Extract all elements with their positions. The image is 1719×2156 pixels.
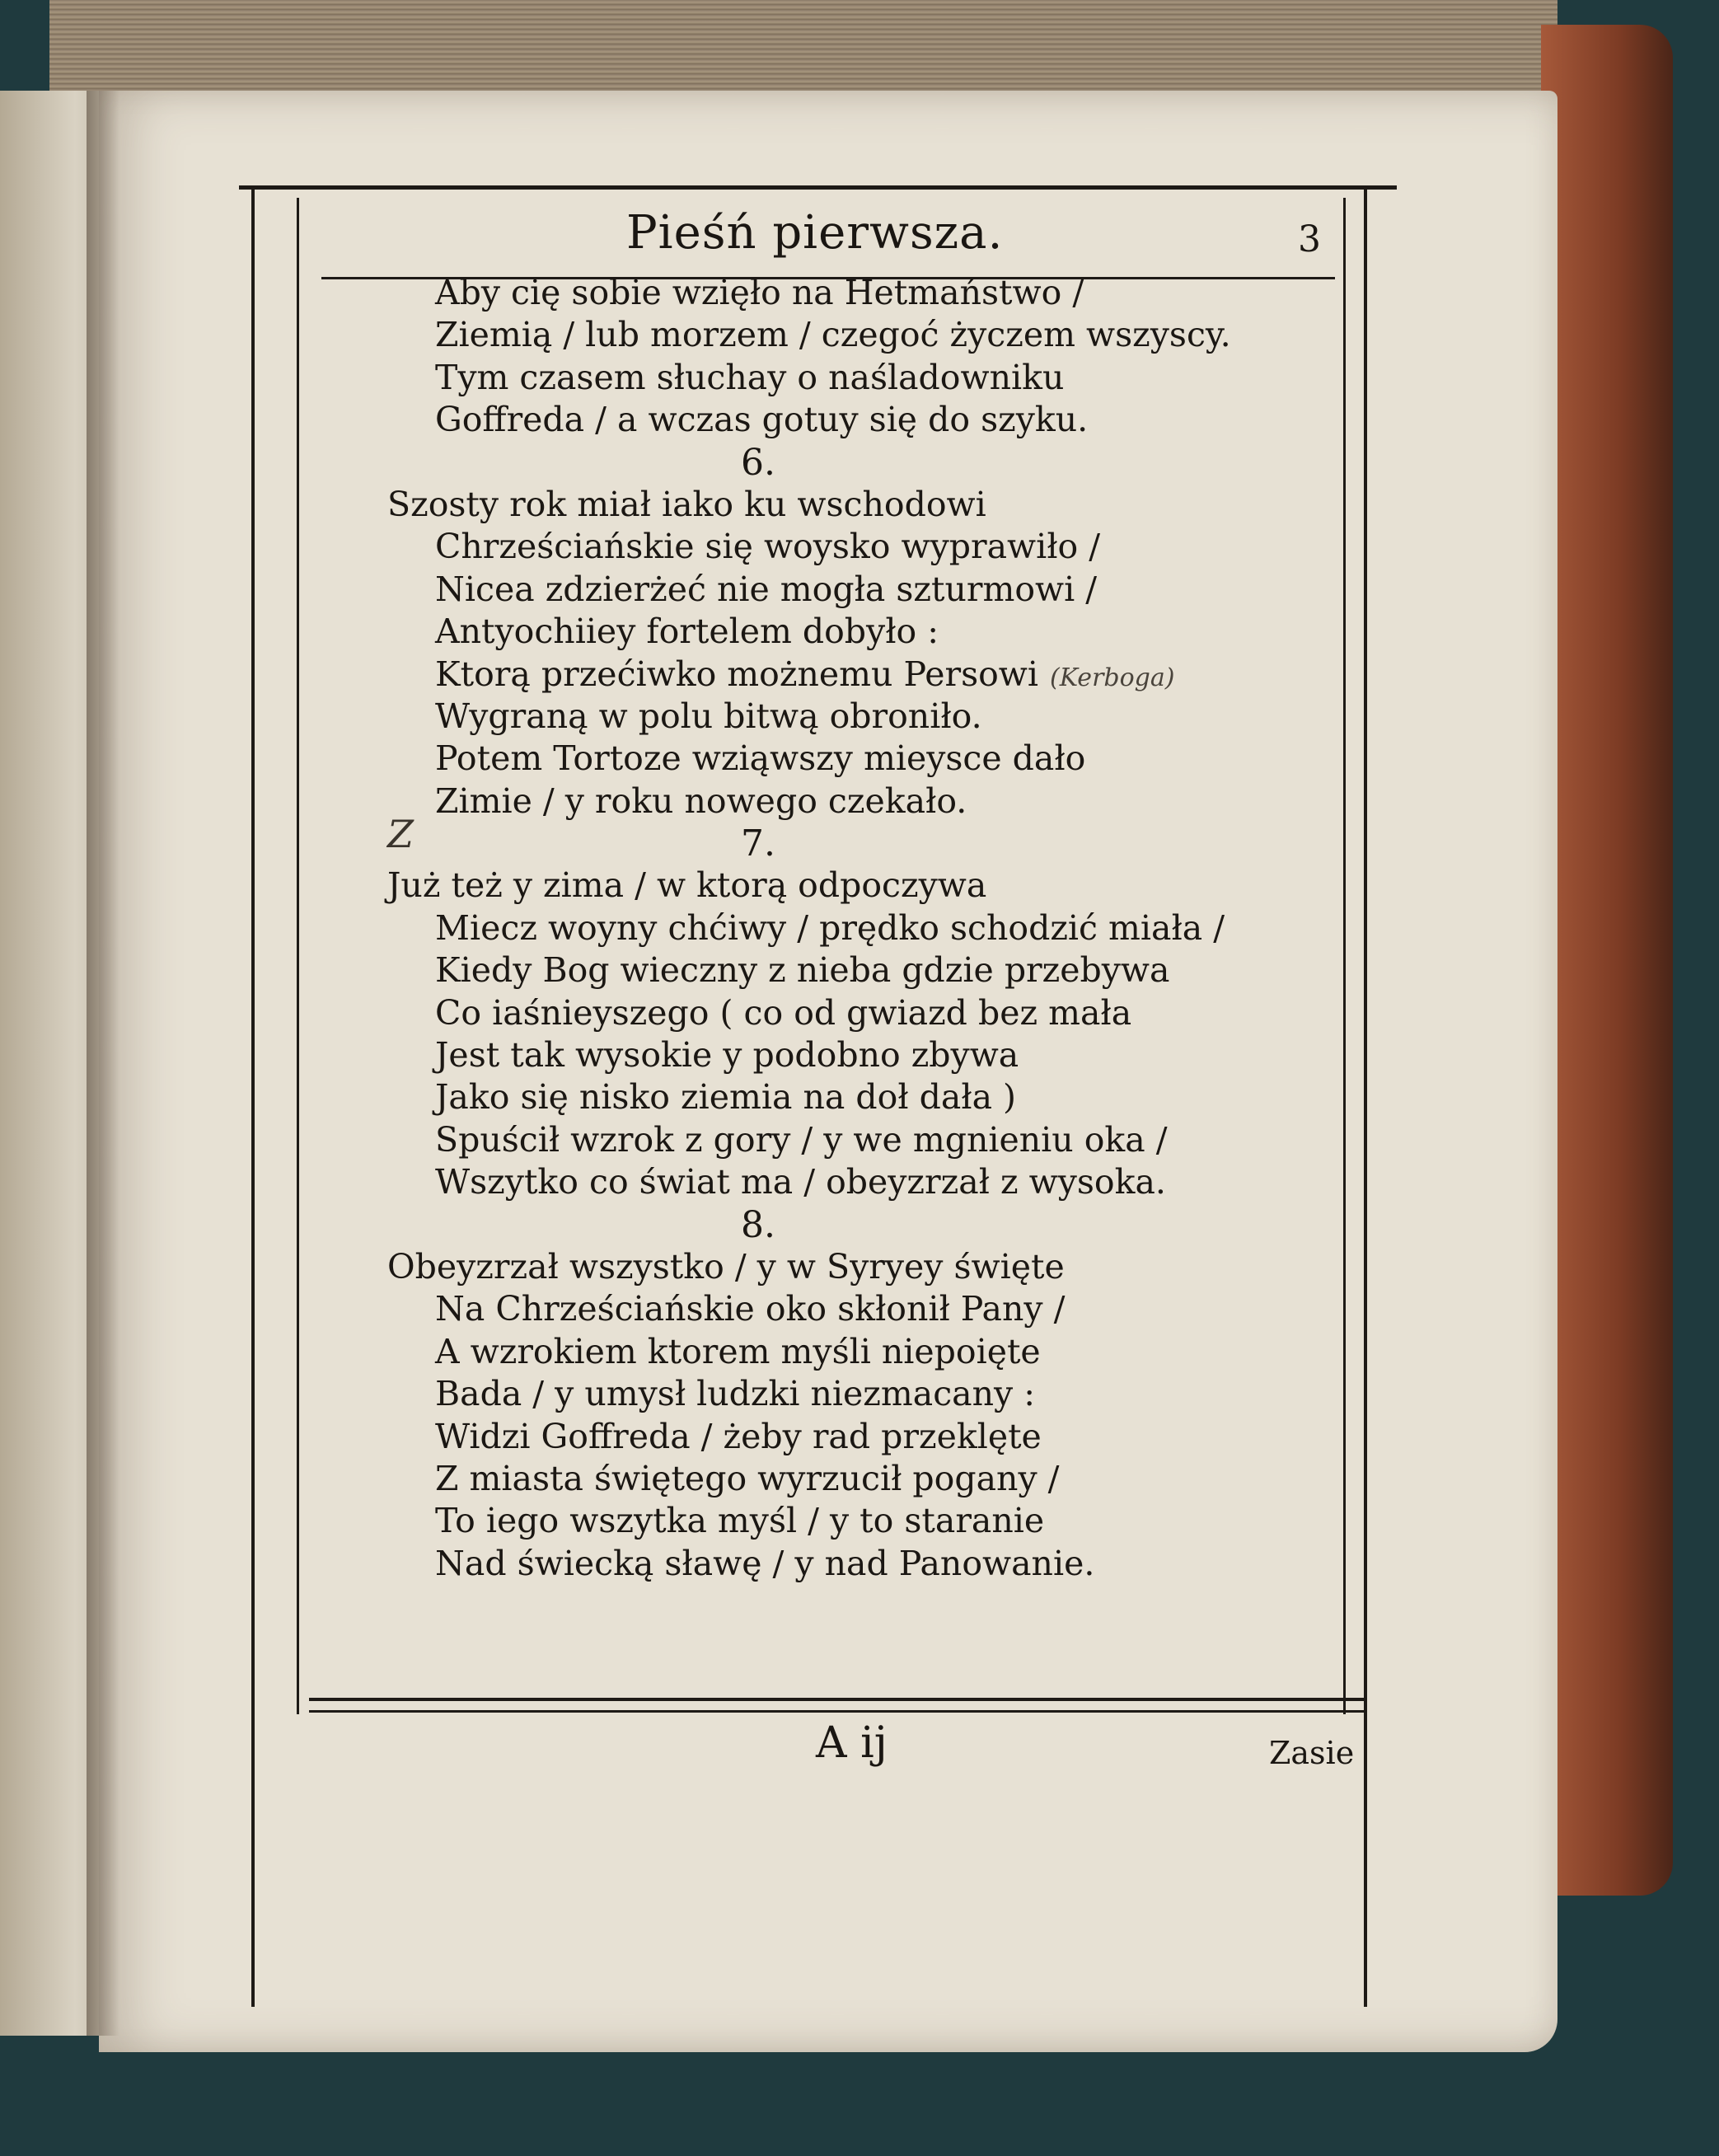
frame-rule-bottom-inner: [309, 1710, 1364, 1713]
stanza-number: 7.: [741, 823, 775, 865]
frame-rule-right-inner: [1343, 198, 1346, 1714]
handwritten-margin-mark: Z: [387, 812, 414, 856]
stanza-number: 8.: [741, 1203, 775, 1246]
verse-line: To iego wszytka myśl / y to staranie: [435, 1501, 1045, 1541]
verse-line: Goffreda / a wczas gotuy się do szyku.: [435, 400, 1089, 440]
verse-line: Aby cię sobie wzięło na Hetmaństwo /: [435, 273, 1084, 312]
verse-line: Nicea zdzierżeć nie mogła szturmowi /: [435, 569, 1098, 609]
verse-line: Jako się nisko ziemia na doł dała ): [435, 1077, 1017, 1118]
gutter-shadow: [87, 91, 119, 2036]
verse-line: Tym czasem słuchay o naśladowniku: [435, 357, 1065, 397]
verse-line: Z miasta świętego wyrzucił pogany /: [435, 1458, 1060, 1498]
poem-text: [387, 272, 1319, 1585]
book-cover-right: [1541, 25, 1673, 1896]
verse-line: Chrześciańskie się woysko wyprawiło /: [435, 527, 1101, 567]
verse-line: A wzrokiem ktorem myśli niepoięte: [435, 1331, 1041, 1371]
verse-line: Co iaśnieyszego ( co od gwiazd bez mała: [435, 992, 1132, 1033]
verse-line: Widzi Goffreda / żeby rad przeklęte: [435, 1416, 1042, 1456]
verse-line: Potem Tortoze wziąwszy mieysce dało: [435, 738, 1086, 779]
verse-line: Kiedy Bog wieczny z nieba gdzie przebywa: [435, 950, 1170, 991]
verse-line: Już też y zima / w ktorą odpoczywa: [387, 865, 987, 906]
verse-line: Na Chrześciańskie oko skłonił Pany /: [435, 1289, 1066, 1329]
handwritten-annotation: (Kerboga): [1050, 663, 1175, 692]
verse-line: Obeyzrzał wszystko / y w Syryey święte: [387, 1246, 1065, 1287]
verse-line-text: Ktorą przećiwko możnemu Persowi: [435, 654, 1038, 694]
verse-line: Bada / y umysł ludzki niezmacany :: [435, 1374, 1036, 1414]
verse-line: Antyochiiey fortelem dobyło :: [435, 612, 939, 652]
frame-rule-left-outer: [251, 185, 255, 2007]
frame-rule-right-outer: [1364, 185, 1367, 2007]
verse-line: Jest tak wysokie y podobno zbywa: [435, 1035, 1019, 1076]
verse-line: Wygraną w polu bitwą obroniło.: [435, 696, 982, 736]
verse-line: Szosty rok miał iako ku wschodowi: [387, 484, 986, 524]
verse-line: Miecz woyny chćiwy / prędko schodzić miała /: [435, 907, 1225, 948]
verse-line: Nad świecką sławę / y nad Panowanie.: [435, 1543, 1095, 1583]
verse-line: Spuścił wzrok z gory / y we mgnieniu oka /: [435, 1119, 1168, 1160]
verse-line: [387, 654, 1319, 696]
catchword: Zasie: [1269, 1735, 1355, 1771]
verse-line: Wszytko co świat ma / obeyzrzał z wysoka.: [435, 1162, 1166, 1202]
signature-mark: A ij: [816, 1718, 888, 1768]
stanza-number: 6.: [741, 441, 775, 484]
frame-rule-bottom: [309, 1698, 1364, 1701]
verse-line: Ziemią / lub morzem / czegoć życzem wszyscy.: [435, 315, 1231, 355]
running-title: Pieśń pierwsza.: [626, 206, 1004, 260]
verse-line: Zimie / y roku nowego czekało.: [435, 780, 967, 821]
frame-rule-left-inner: [297, 198, 299, 1714]
page-number: 3: [1298, 218, 1321, 260]
frame-rule-top: [239, 185, 1397, 190]
